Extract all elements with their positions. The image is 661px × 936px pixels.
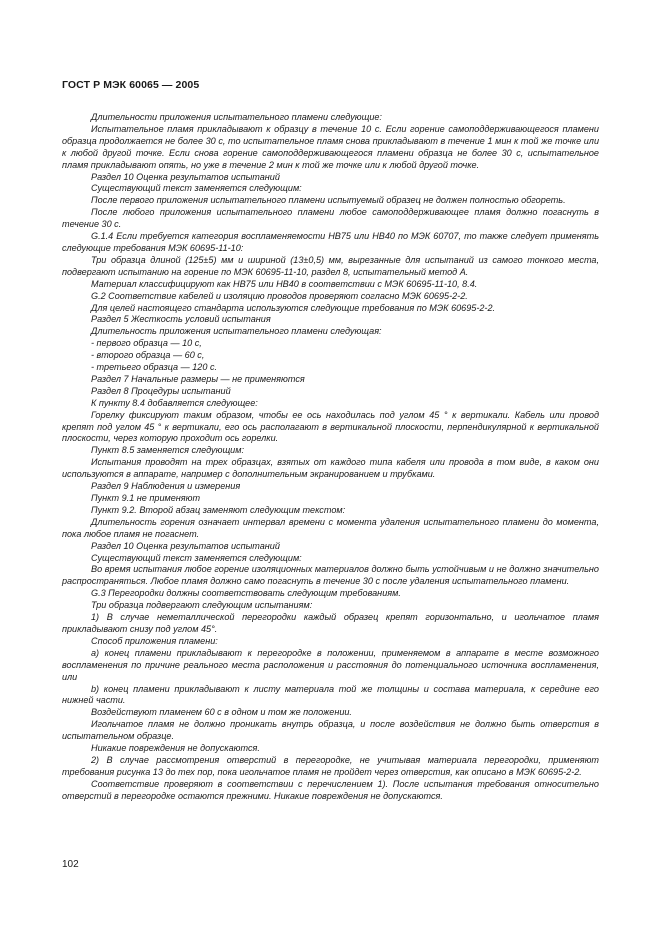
page-number: 102 xyxy=(62,859,79,870)
document-body xyxy=(62,112,599,803)
paragraph: - второго образца — 60 с, xyxy=(91,350,205,361)
paragraph: После первого приложения испытательного пламени испытуемый образец не должен полностью обгореть. xyxy=(91,195,566,206)
paragraph: Испытательное пламя прикладывают к образцу в течение 10 с. Если горение самоподдерживающегося пламени образца продолжается не более 30 с, то испытательное пламя снова прикладывают в течение 1 мин к той же точке или к любой другой точке. Если снова горение самоподдерживающегося пламени образца не более 30 с, испытательное пламя прикладывают опять, но уже в течение 2 мин к той же точке или к любой другой точке. xyxy=(62,123,599,170)
paragraph: - первого образца — 10 с, xyxy=(91,338,202,349)
paragraph: Игольчатое пламя не должно проникать внутрь образца, и после воздействия не должно быть отверстия в испытательном образце. xyxy=(62,719,599,742)
paragraph: Длительность горения означает интервал времени с момента удаления испытательного пламени до момента, пока любое пламя не погаснет. xyxy=(62,516,599,539)
paragraph: Раздел 5 Жесткость условий испытания xyxy=(91,314,271,325)
paragraph: Пункт 8.5 заменяется следующим: xyxy=(91,445,244,456)
paragraph: Воздействуют пламенем 60 с в одном и том же положении. xyxy=(91,707,352,718)
paragraph: Испытания проводят на трех образцах, взятых от каждого типа кабеля или провода в том виде, в каком они используются в аппарате, например с дополнительным экранированием и трубками. xyxy=(62,457,599,480)
document-header: ГОСТ Р МЭК 60065 — 2005 xyxy=(62,79,200,91)
paragraph: После любого приложения испытательного пламени любое самоподдерживающее пламя должно погаснуть в течение 30 с. xyxy=(62,207,599,230)
paragraph: Длительности приложения испытательного пламени следующие: xyxy=(91,112,382,122)
paragraph: Три образца длиной (125±5) мм и шириной (13±0,5) мм, вырезанные для испытаний из самого тонкого места, подвергают испытанию на горение по МЭК 60695-11-10, раздел 8, испытательный метод А. xyxy=(62,254,599,277)
paragraph: Раздел 7 Начальные размеры — не применяются xyxy=(91,373,305,384)
paragraph: Длительность приложения испытательного пламени следующая: xyxy=(91,326,382,337)
paragraph: 1) В случае неметаллической перегородки каждый образец крепят горизонтально, и игольчатое пламя прикладывают снизу под углом 45°. xyxy=(62,612,599,634)
paragraph: Материал классифицируют как НВ75 или НВ40 в соответствии с МЭК 60695-11-10, 8.4. xyxy=(91,278,478,289)
paragraph: Раздел 10 Оценка результатов испытаний xyxy=(91,171,280,182)
paragraph: Раздел 10 Оценка результатов испытаний xyxy=(91,540,280,551)
paragraph: G.3 Перегородки должны соответствовать следующим требованиям. xyxy=(91,588,401,599)
paragraph: Способ приложения пламени: xyxy=(91,635,218,646)
paragraph: G.1.4 Если требуется категория воспламеняемости НВ75 или НВ40 по МЭК 60707, то также следует применять следующие требования МЭК 60695-11-10: xyxy=(62,231,599,253)
paragraph: b) конец пламени прикладывают к листу материала той же толщины и состава материала, к середине его нижней части. xyxy=(62,683,599,706)
paragraph: Существующий текст заменяется следующим: xyxy=(91,552,302,563)
paragraph: а) конец пламени прикладывают к перегородке в положении, применяемом в аппарате в месте возможного воспламенения по причине реального места расположения и расстояния до потенциального источника воспламенения, или xyxy=(62,647,599,682)
paragraph: Никакие повреждения не допускаются. xyxy=(91,743,260,754)
paragraph: Три образца подвергают следующим испытаниям: xyxy=(91,600,313,611)
paragraph: Пункт 9.2. Второй абзац заменяют следующим текстом: xyxy=(91,504,346,515)
paragraph: К пункту 8.4 добавляется следующее: xyxy=(91,397,258,408)
paragraph: Соответствие проверяют в соответствии с перечислением 1). После испытания требования относительно отверстий в перегородке остаются прежними. Никакие повреждения не допускаются. xyxy=(62,778,599,801)
paragraph: Существующий текст заменяется следующим: xyxy=(91,183,302,194)
paragraph: Для целей настоящего стандарта используются следующие требования по МЭК 60695-2-2. xyxy=(91,302,496,313)
paragraph: Раздел 9 Наблюдения и измерения xyxy=(91,481,241,492)
paragraph: 2) В случае рассмотрения отверстий в перегородке, не учитывая материала перегородки, применяют требования рисунка 13 до тех пор, пока игольчатое пламя не пройдет через отверстия, как описано в МЭК 60695-2-2. xyxy=(62,754,599,777)
paragraph: Во время испытания любое горение изоляционных материалов должно быть устойчивым и не должно значительно распространяться. Любое пламя должно само погаснуть в течение 30 с после удаления испытательного пламени. xyxy=(62,564,599,587)
paragraph: - третьего образца — 120 с. xyxy=(91,362,218,373)
paragraph: Горелку фиксируют таким образом, чтобы ее ось находилась под углом 45 ° к вертикали. Кабель или провод крепят под углом 45 ° к вертикали, его ось располагают в вертикальной плоскости, перпендикулярной к вертикальной плоскости, через которую проходит ось горелки. xyxy=(62,409,599,444)
paragraph: Пункт 9.1 не применяют xyxy=(91,493,201,503)
paragraph: G.2 Соответствие кабелей и изоляцию проводов проверяют согласно МЭК 60695-2-2. xyxy=(91,290,468,301)
paragraph: Раздел 8 Процедуры испытаний xyxy=(91,385,231,396)
